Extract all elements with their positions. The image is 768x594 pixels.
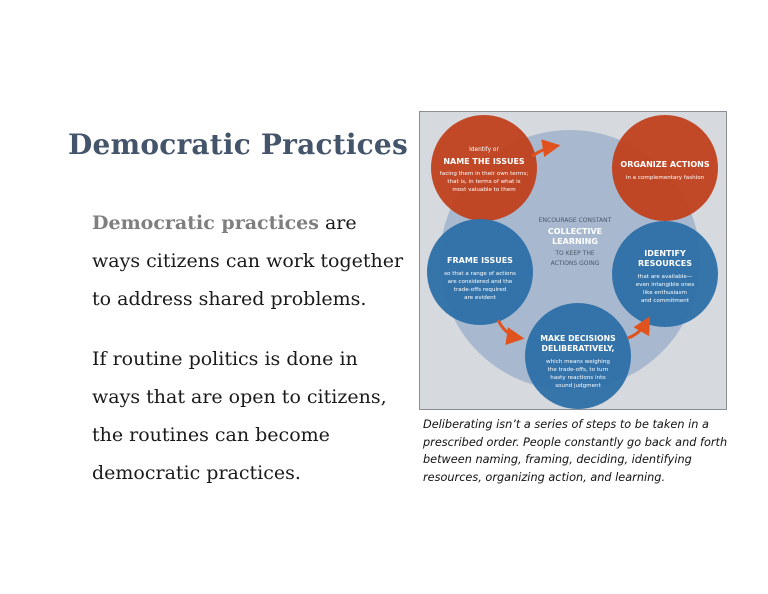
identify-resources-desc-1: that are available— (637, 274, 693, 280)
make-decisions-desc-3: hasty reactions into (550, 375, 606, 381)
make-decisions-desc-2: the trade-offs, to turn (547, 367, 609, 373)
name-issues-pre: Identify or (469, 147, 499, 153)
identify-resources-heading-1: IDENTIFY (644, 249, 686, 258)
definition-text: are ways citizens can work together to address shared problems. (92, 212, 404, 310)
center-line-2: COLLECTIVE (547, 227, 603, 236)
name-issues-desc-2: that is, in terms of what is (447, 179, 521, 185)
name-issues-desc-1: facing them in their own terms; (439, 171, 529, 177)
make-decisions-heading-1: MAKE DECISIONS (540, 334, 616, 343)
definition-term: Democratic practices (92, 212, 319, 234)
deliberation-cycle-diagram (419, 111, 727, 410)
center-line-3: LEARNING (552, 237, 598, 246)
slide-title: Democratic Practices (68, 128, 408, 161)
identify-resources-desc-3: like enthusiasm (643, 290, 687, 296)
frame-issues-heading: FRAME ISSUES (447, 256, 513, 265)
routine-politics-paragraph: If routine politics is done in ways that are open to citizens, the routines can become democratic practices. (92, 348, 387, 484)
center-line-4: TO KEEP THE (555, 250, 595, 257)
make-decisions-circle (525, 303, 631, 409)
name-issues-heading: NAME THE ISSUES (443, 157, 525, 166)
identify-resources-desc-2: even intangible ones (635, 282, 695, 288)
make-decisions-heading-2: DELIBERATIVELY, (541, 344, 615, 353)
name-issues-desc-3: most valuable to them (452, 187, 516, 193)
center-line-5: ACTIONS GOING (550, 260, 600, 267)
identify-resources-desc-4: and commitment (640, 298, 690, 304)
organize-actions-heading: ORGANIZE ACTIONS (620, 160, 710, 169)
frame-issues-desc-2: are considered and the (447, 279, 513, 285)
organize-actions-desc-1: in a complementary fashion (625, 175, 705, 181)
frame-issues-desc-3: trade-offs required (453, 287, 507, 293)
name-issues-circle (431, 115, 537, 221)
frame-issues-desc-4: are evident (464, 295, 496, 301)
make-decisions-desc-4: sound judgment (555, 383, 601, 389)
center-line-1: ENCOURAGE CONSTANT (538, 217, 612, 224)
make-decisions-desc-1: which means weighing (546, 359, 610, 365)
diagram-caption: Deliberating isn’t a series of steps to be taken in a prescribed order. People constantly go back and forth between naming, framing, deciding, identifying resources, organizing action, and learning. (423, 418, 728, 484)
definition-paragraph (92, 204, 407, 318)
frame-issues-desc-1: so that a range of actions (444, 271, 516, 277)
identify-resources-heading-2: RESOURCES (638, 259, 692, 268)
